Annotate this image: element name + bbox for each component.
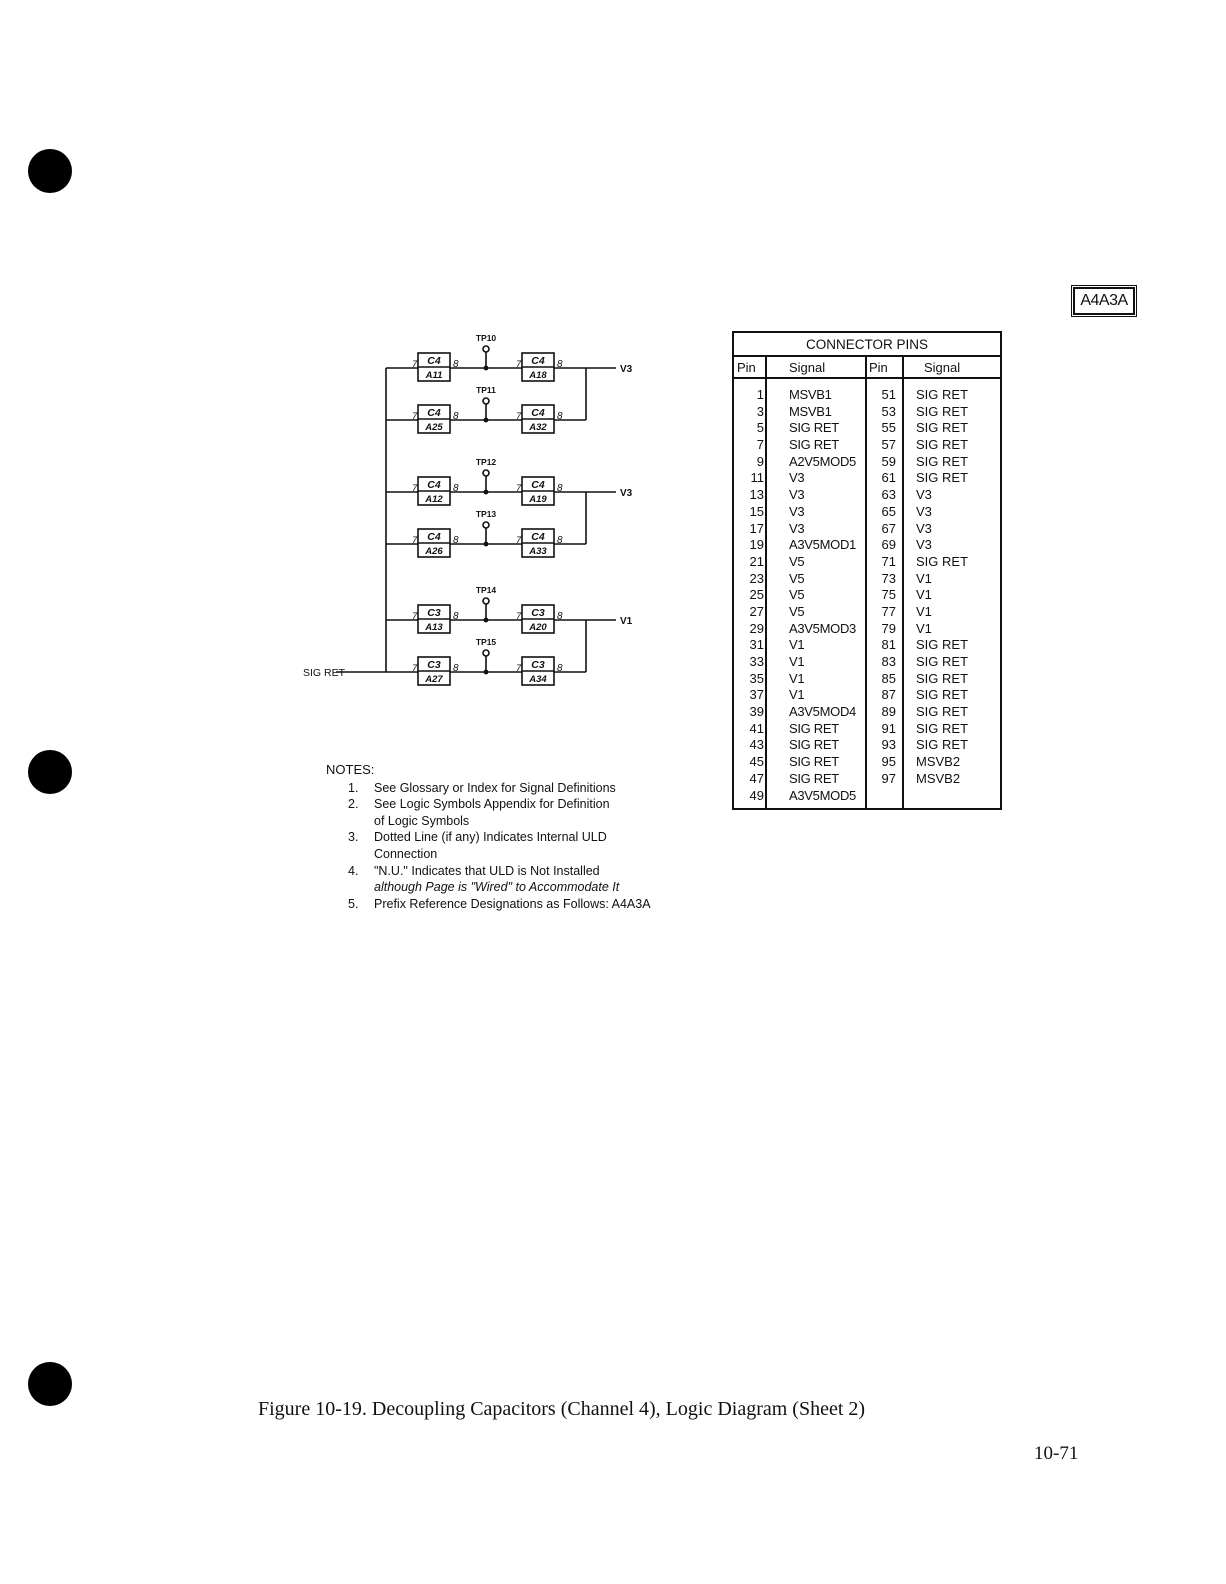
junction-dot xyxy=(484,542,489,547)
pin-number: 5 xyxy=(756,420,764,436)
pin-number: 23 xyxy=(749,570,764,586)
pin-number: 33 xyxy=(749,654,764,669)
pin-signal: SIG RET xyxy=(789,720,839,736)
pin-7-label: 7 xyxy=(516,411,522,422)
output-label: V1 xyxy=(620,616,633,627)
pin-signal: SIG RET xyxy=(789,754,839,770)
pin-number: 19 xyxy=(749,537,764,553)
chip-ref: A34 xyxy=(529,674,547,685)
pin-7-label: 7 xyxy=(412,483,418,494)
pin-number: 83 xyxy=(881,654,896,669)
pin-number: 35 xyxy=(749,670,764,686)
pin-number: 7 xyxy=(756,437,764,453)
pin-signal: SIG RET xyxy=(916,654,969,669)
notes-heading: NOTES: xyxy=(326,762,375,777)
pin-signal: A3V5MOD5 xyxy=(789,787,856,803)
pin-signal: MSVB2 xyxy=(916,770,961,786)
pin-number: 27 xyxy=(749,603,764,619)
pin-8-label: 8 xyxy=(453,411,459,422)
chip-type: C3 xyxy=(531,607,545,619)
chip-type: C3 xyxy=(531,659,545,671)
chip-type: C4 xyxy=(531,479,545,491)
pin-8-label: 8 xyxy=(453,663,459,674)
table-rule xyxy=(734,355,1000,357)
chip-type: C4 xyxy=(531,355,545,367)
connector-table-title: CONNECTOR PINS xyxy=(805,337,928,352)
junction-dot xyxy=(484,418,489,423)
pin-number: 55 xyxy=(881,420,896,436)
pin-number: 47 xyxy=(749,770,764,786)
pin-8-label: 8 xyxy=(453,535,459,546)
chip-ref: A11 xyxy=(425,370,443,381)
note-text: See Glossary or Index for Signal Definitions xyxy=(374,780,616,795)
pin-8-label: 8 xyxy=(453,359,459,370)
output-label: V3 xyxy=(620,488,633,499)
pin-number: 41 xyxy=(749,720,764,736)
pin-8-label: 8 xyxy=(453,611,459,622)
pin-signal: V1 xyxy=(789,654,805,669)
chip-ref: A33 xyxy=(529,546,547,557)
pin-signal: SIG RET xyxy=(916,637,969,653)
pin-signal: SIG RET xyxy=(916,737,969,753)
note-number: 5. xyxy=(348,896,359,911)
test-point-icon xyxy=(483,346,489,352)
pin-signal: V1 xyxy=(789,687,805,703)
table-rule xyxy=(734,377,1000,379)
pin-number: 63 xyxy=(881,487,896,503)
note-text: Dotted Line (if any) Indicates Internal ULD xyxy=(374,830,607,845)
left-pin-column xyxy=(734,387,764,804)
chip-type: C4 xyxy=(531,531,545,543)
pin-8-label: 8 xyxy=(557,663,563,674)
pin-number: 37 xyxy=(749,687,764,703)
pin-number: 69 xyxy=(881,537,896,553)
column-header-pin: Pin xyxy=(737,360,756,375)
note-item xyxy=(326,796,726,829)
note-item xyxy=(326,780,726,797)
pin-number: 95 xyxy=(881,754,896,770)
pin-signal: V1 xyxy=(916,570,932,586)
test-point-icon xyxy=(483,598,489,604)
table-rule xyxy=(765,355,767,808)
pin-signal: SIG RET xyxy=(916,704,969,720)
pin-number: 43 xyxy=(749,737,764,753)
pin-7-label: 7 xyxy=(412,611,418,622)
notes-section xyxy=(326,762,726,912)
pin-number: 81 xyxy=(881,637,896,653)
pin-7-label: 7 xyxy=(412,411,418,422)
pin-signal: V3 xyxy=(916,503,932,519)
junction-dot xyxy=(484,366,489,371)
pin-8-label: 8 xyxy=(557,535,563,546)
column-header-pin: Pin xyxy=(869,360,888,375)
binder-hole-top xyxy=(28,149,72,193)
pin-number: 11 xyxy=(750,470,764,486)
pin-signal: SIG RET xyxy=(789,770,839,786)
junction-dot xyxy=(484,490,489,495)
pin-signal: V5 xyxy=(789,603,805,619)
junction-dot xyxy=(484,618,489,623)
assembly-tag: A4A3A xyxy=(1073,287,1135,315)
pin-signal: MSVB1 xyxy=(789,403,832,419)
pin-signal: SIG RET xyxy=(789,420,839,436)
chip-type: C4 xyxy=(427,479,441,491)
pin-signal: A3V5MOD4 xyxy=(789,704,856,720)
test-point-label: TP13 xyxy=(475,509,497,519)
left-signal-column xyxy=(789,387,867,804)
connector-pins-table xyxy=(732,331,1002,810)
pin-signal: V5 xyxy=(789,553,805,569)
test-point-label: TP11 xyxy=(476,385,496,395)
sig-ret-label: SIG RET xyxy=(303,667,346,679)
chip-ref: A13 xyxy=(425,622,443,633)
pin-signal: A2V5MOD5 xyxy=(789,453,856,469)
pin-signal: SIG RET xyxy=(916,403,969,419)
chip-ref: A26 xyxy=(425,546,443,557)
pin-7-label: 7 xyxy=(516,359,522,370)
pin-signal: SIG RET xyxy=(789,737,839,753)
binder-hole-middle xyxy=(28,750,72,794)
note-item xyxy=(326,863,726,896)
chip-type: C3 xyxy=(427,607,441,619)
pin-signal: V5 xyxy=(789,570,805,586)
figure-caption: Figure 10-19. Decoupling Capacitors (Channel 4), Logic Diagram (Sheet 2) xyxy=(258,1398,866,1420)
pin-number: 93 xyxy=(881,737,896,753)
note-text: "N.U." Indicates that ULD is Not Installed xyxy=(374,863,600,878)
pin-signal: MSVB1 xyxy=(789,387,832,402)
pin-signal: V3 xyxy=(789,520,805,536)
pin-signal: SIG RET xyxy=(916,437,969,453)
pin-number: 71 xyxy=(881,553,896,569)
pin-7-label: 7 xyxy=(412,663,418,674)
test-point-label: TP14 xyxy=(475,585,497,595)
pin-8-label: 8 xyxy=(557,359,563,370)
pin-number: 77 xyxy=(881,603,896,619)
pin-number: 31 xyxy=(749,637,764,653)
pin-signal: MSVB2 xyxy=(916,754,961,770)
chip-ref: A25 xyxy=(425,422,443,433)
pin-7-label: 7 xyxy=(516,663,522,674)
junction-dot xyxy=(484,670,489,675)
pin-number: 75 xyxy=(881,587,896,603)
note-text: Connection xyxy=(374,846,438,861)
pin-number: 1 xyxy=(756,387,764,402)
pin-signal: SIG RET xyxy=(916,387,969,402)
pin-number: 65 xyxy=(881,503,896,519)
pin-signal: V3 xyxy=(916,487,932,503)
pin-7-label: 7 xyxy=(412,359,418,370)
pin-signal: V3 xyxy=(789,503,805,519)
pin-number: 21 xyxy=(749,553,764,569)
chip-type: C4 xyxy=(531,407,545,419)
note-text: Prefix Reference Designations as Follows: A4A3A xyxy=(374,896,651,911)
pin-signal: SIG RET xyxy=(789,437,839,453)
pin-number: 91 xyxy=(881,720,896,736)
pin-signal: SIG RET xyxy=(916,453,969,469)
note-text: although Page is "Wired" to Accommodate It xyxy=(374,880,620,895)
pin-signal: V1 xyxy=(789,670,805,686)
right-pin-column xyxy=(866,387,896,788)
pin-number: 97 xyxy=(881,770,896,786)
pin-number: 39 xyxy=(749,704,764,720)
note-number: 3. xyxy=(348,830,359,845)
pin-number: 15 xyxy=(749,503,764,519)
pin-number: 73 xyxy=(881,570,896,586)
chip-ref: A20 xyxy=(529,622,547,633)
pin-signal: A3V5MOD3 xyxy=(789,620,856,636)
right-signal-column xyxy=(916,387,996,788)
test-point-label: TP10 xyxy=(475,333,497,343)
pin-7-label: 7 xyxy=(516,483,522,494)
page-number: 10-71 xyxy=(1034,1443,1079,1464)
pin-signal: SIG RET xyxy=(916,420,969,436)
pin-number: 29 xyxy=(749,620,764,636)
pin-number: 89 xyxy=(881,704,896,720)
pin-signal: SIG RET xyxy=(916,553,969,569)
chip-ref: A12 xyxy=(425,494,443,505)
notes-list xyxy=(326,780,726,913)
pin-number: 59 xyxy=(881,453,896,469)
pin-number: 61 xyxy=(881,470,896,486)
note-text: of Logic Symbols xyxy=(374,813,470,828)
pin-number: 17 xyxy=(749,520,764,536)
column-header-signal: Signal xyxy=(924,360,961,375)
note-item xyxy=(326,829,726,862)
note-number: 4. xyxy=(348,863,359,878)
pin-signal: V5 xyxy=(789,587,805,603)
pin-number: 25 xyxy=(749,587,764,603)
pin-number: 53 xyxy=(881,403,896,419)
pin-signal: V1 xyxy=(916,587,932,603)
pin-number: 87 xyxy=(881,687,896,703)
pin-7-label: 7 xyxy=(412,535,418,546)
test-point-label: TP15 xyxy=(475,637,497,647)
chip-ref: A27 xyxy=(425,674,443,685)
chip-type: C4 xyxy=(427,355,441,367)
pin-7-label: 7 xyxy=(516,535,522,546)
pin-8-label: 8 xyxy=(557,411,563,422)
pin-7-label: 7 xyxy=(516,611,522,622)
pin-number: 9 xyxy=(756,453,764,469)
pin-number: 45 xyxy=(749,754,764,770)
chip-type: C4 xyxy=(427,531,441,543)
table-rule xyxy=(902,355,904,808)
pin-8-label: 8 xyxy=(557,483,563,494)
test-point-icon xyxy=(483,398,489,404)
pin-signal: A3V5MOD1 xyxy=(789,537,856,553)
pin-number: 49 xyxy=(749,787,764,803)
pin-signal: V1 xyxy=(789,637,805,653)
note-number: 1. xyxy=(348,780,359,795)
pin-signal: V1 xyxy=(916,620,932,636)
test-point-icon xyxy=(483,522,489,528)
pin-number: 79 xyxy=(881,620,896,636)
chip-type: C4 xyxy=(427,407,441,419)
column-header-signal: Signal xyxy=(789,360,826,375)
note-text: See Logic Symbols Appendix for Definition xyxy=(374,797,610,812)
pin-number: 13 xyxy=(749,487,764,503)
pin-number: 85 xyxy=(881,670,896,686)
pin-number: 51 xyxy=(881,387,896,402)
logic-diagram xyxy=(290,330,650,700)
test-point-icon xyxy=(483,650,489,656)
pin-8-label: 8 xyxy=(453,483,459,494)
note-number: 2. xyxy=(348,797,359,812)
pin-signal: V1 xyxy=(916,603,932,619)
pin-signal: V3 xyxy=(789,470,805,486)
pin-signal: SIG RET xyxy=(916,670,969,686)
pin-signal: V3 xyxy=(916,520,932,536)
pin-signal: V3 xyxy=(789,487,805,503)
chip-ref: A19 xyxy=(529,494,547,505)
pin-signal: SIG RET xyxy=(916,720,969,736)
binder-hole-bottom xyxy=(28,1362,72,1406)
pin-signal: V3 xyxy=(916,537,932,553)
note-item xyxy=(326,896,726,913)
pin-signal: SIG RET xyxy=(916,687,969,703)
pin-8-label: 8 xyxy=(557,611,563,622)
pin-number: 57 xyxy=(881,437,896,453)
pin-number: 3 xyxy=(756,403,764,419)
pin-signal: SIG RET xyxy=(916,470,969,486)
pin-number: 67 xyxy=(881,520,896,536)
chip-ref: A18 xyxy=(529,370,547,381)
chip-ref: A32 xyxy=(529,422,547,433)
test-point-icon xyxy=(483,470,489,476)
test-point-label: TP12 xyxy=(475,457,497,467)
chip-type: C3 xyxy=(427,659,441,671)
output-label: V3 xyxy=(620,364,633,375)
